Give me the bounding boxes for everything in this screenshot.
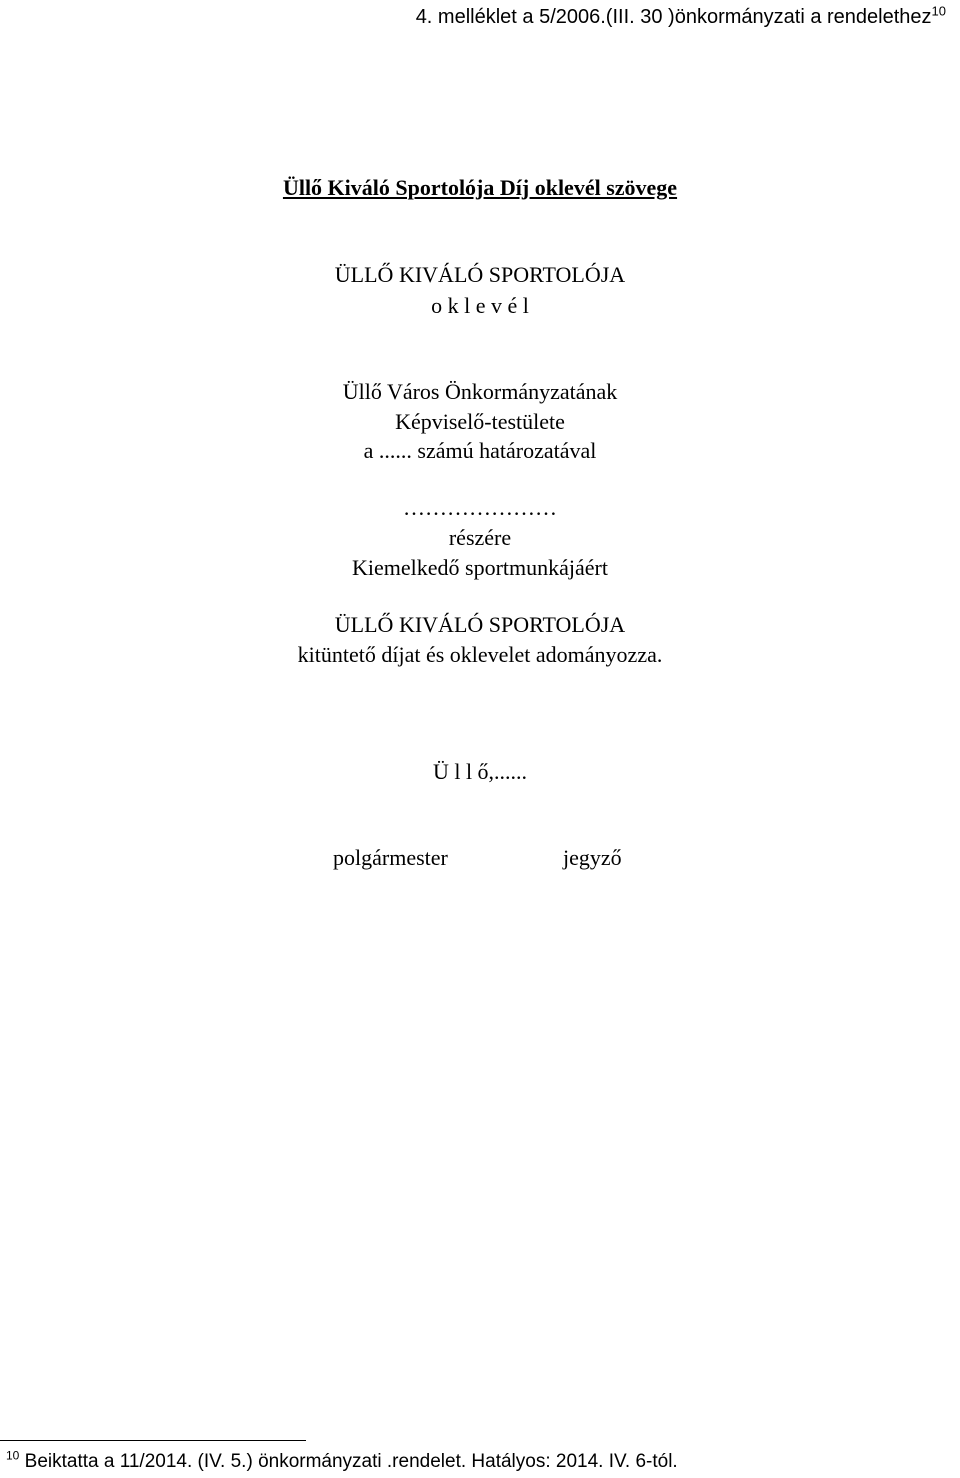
closing-sentence: kitüntető díjat és oklevelet adományozza. [297,642,663,667]
award-name: ÜLLŐ KIVÁLÓ SPORTOLÓJA [334,262,626,287]
footnote-number: 10 [6,1448,20,1463]
recipient-placeholder: ………………… [403,495,557,520]
footnote-text: Beiktatta a 11/2014. (IV. 5.) önkormányzati .rendelet. Hatályos: 2014. IV. 6-tól. [24,1451,678,1472]
document-title: Üllő Kiváló Sportolója Díj oklevél szövege [282,175,678,200]
place-date: Ü l l ő,...... [432,759,528,784]
issuer-line-2: Képviselő-testülete [395,409,565,434]
annex-header-text: 4. melléklet a 5/2006.(III. 30 )önkormányzati a rendelethez [415,6,932,28]
document-type: o k l e v é l [431,293,529,318]
signature-mayor: polgármester [333,845,448,870]
footnote [6,1450,678,1474]
issuer-line-1: Üllő Város Önkormányzatának [342,379,618,404]
award-name-repeat: ÜLLŐ KIVÁLÓ SPORTOLÓJA [334,612,626,637]
resolution-line: a ...... számú határozatával [363,438,597,463]
recipient-suffix: részére [448,525,512,550]
footnote-divider [0,1440,306,1441]
annex-header [416,4,946,30]
footnote-reference: 10 [931,3,946,19]
award-reason: Kiemelkedő sportmunkájáért [352,555,608,580]
signature-notary: jegyző [563,845,622,870]
